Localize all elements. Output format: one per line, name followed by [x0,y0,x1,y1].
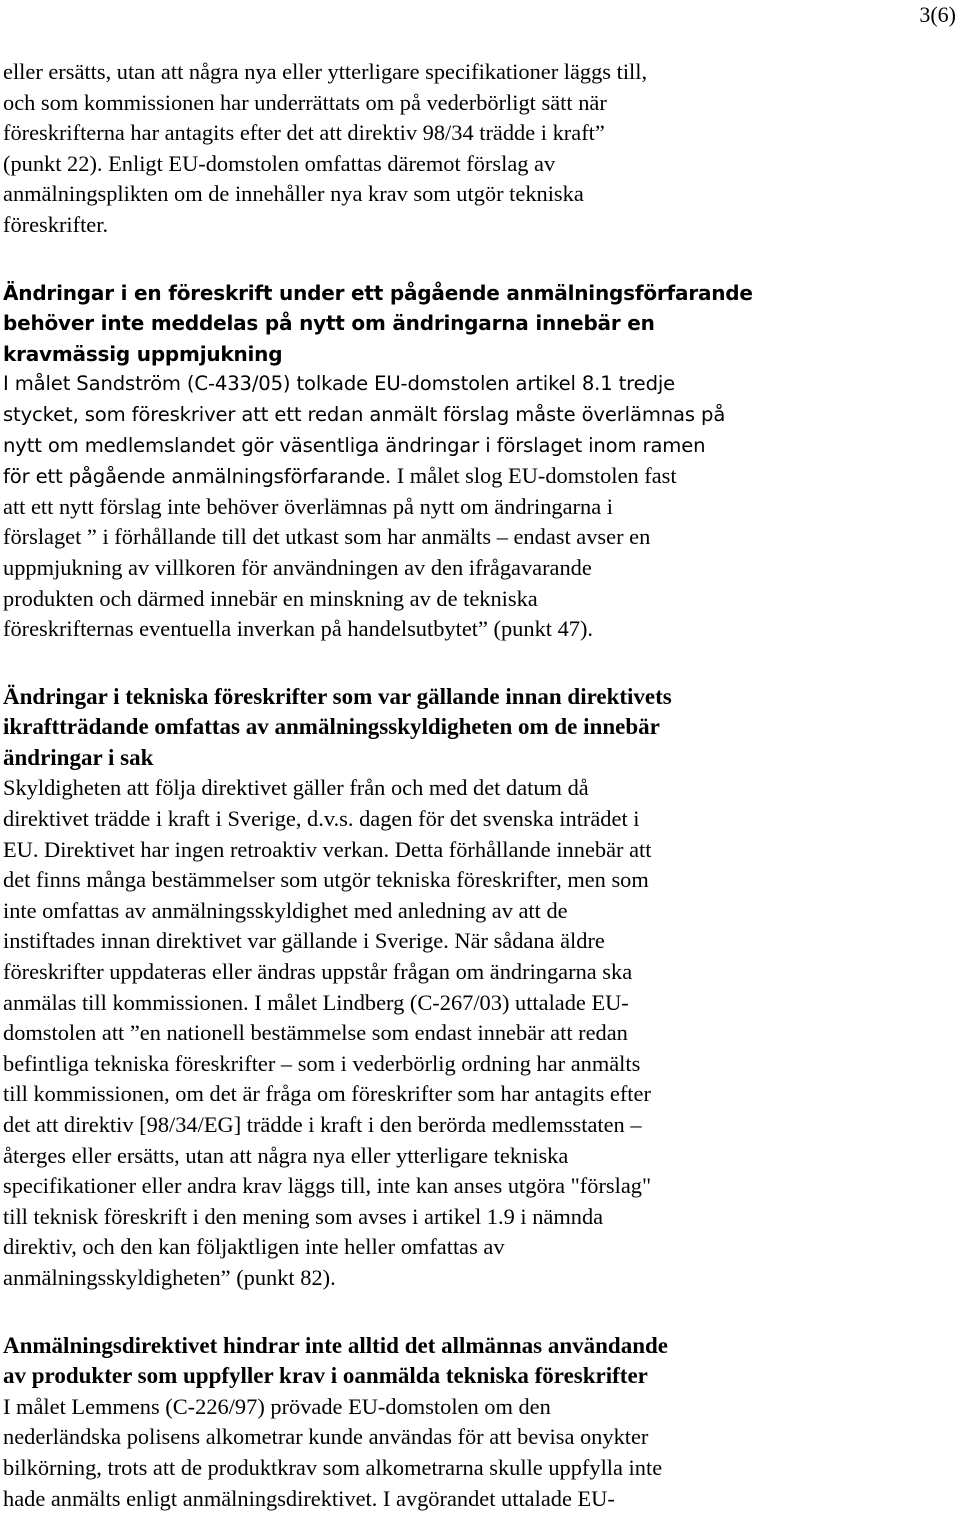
text-line: domstolen att ”en nationell bestämmelse som endast innebär att redan [3,1020,628,1046]
text-line: stycket, som föreskriver att ett redan anmält förslag måste överlämnas på [3,402,726,426]
text-line: att ett nytt förslag inte behöver överlämnas på nytt om ändringarna i [3,493,613,519]
text-line: instiftades innan direktivet var gällande i Sverige. När sådana äldre [3,928,605,954]
text-line: hade anmälts enligt anmälningsdirektivet. I avgörandet uttalade EU- [3,1485,615,1511]
text-line: det att direktiv [98/34/EG] trädde i kraft i den berörda medlemsstaten – [3,1112,642,1137]
section-heading-3 [3,1331,803,1392]
section-heading-2 [3,682,803,774]
text-line: förslaget ” i förhållande till det utkast som har anmälts – endast avser en [3,524,651,550]
heading-line: ändringar i sak [3,744,154,770]
text-span: I målet slog EU-domstolen fast [391,463,677,489]
section-body-3 [3,1392,803,1514]
text-line: Skyldigheten att följa direktivet gäller från och med det datum då [3,775,589,801]
text-line: EU. Direktivet har ingen retroaktiv verkan. Detta förhållande innebär att [3,836,652,862]
heading-line: Ändringar i tekniska föreskrifter som var gällande innan direktivets [3,683,672,709]
text-line: och som kommissionen har underrättats om på vederbörligt sätt när [3,89,607,115]
text-line: föreskrifterna har antagits efter det att direktiv 98/34 trädde i kraft” [3,120,605,146]
text-line: anmälningsplikten om de innehåller nya krav som utgör tekniska [3,181,584,207]
text-span: för ett pågående anmälningsförfarande. [3,465,392,489]
paragraph-intro [3,57,803,241]
heading-line: kravmässig uppmjukning [3,341,283,366]
text-line: produkten och därmed innebär en minskning av de tekniska [3,585,538,611]
heading-line: av produkter som uppfyller krav i oanmälda tekniska föreskrifter [3,1363,648,1389]
text-line: föreskrifternas eventuella inverkan på handelsutbytet” (punkt 47). [3,616,594,642]
heading-line: ikraftträdande omfattas av anmälningsskyldigheten om de innebär [3,714,660,740]
heading-line: Anmälningsdirektivet hindrar inte alltid det allmännas användande [3,1332,669,1358]
text-line: I målet Lemmens (C-226/97) prövade EU-domstolen om den [3,1393,551,1419]
text-line: det finns många bestämmelser som utgör tekniska föreskrifter, men som [3,867,649,893]
text-line [3,461,803,492]
section-body-1 [3,369,803,644]
text-line: nederländska polisens alkometrar kunde användas för att bevisa onykter [3,1424,649,1450]
text-line: (punkt 22). Enligt EU-domstolen omfattas däremot förslag av [3,150,556,176]
text-line: till kommissionen, om det är fråga om föreskrifter som har antagits efter [3,1081,651,1107]
text-line: föreskrifter uppdateras eller ändras uppstår frågan om ändringarna ska [3,959,633,985]
section-body-2 [3,773,803,1293]
page-number: 3(6) [919,2,956,27]
text-line: föreskrifter. [3,211,109,237]
heading-line: behöver inte meddelas på nytt om ändringarna innebär en [3,311,655,336]
section-heading-1 [3,278,803,370]
text-line: uppmjukning av villkoren för användningen av den ifrågavarande [3,554,592,580]
text-line: eller ersätts, utan att några nya eller ytterligare specifikationer läggs till, [3,59,648,84]
text-line: inte omfattas av anmälningsskyldighet med anledning av att de [3,897,568,923]
document-body [3,57,803,1514]
text-line: direktiv, och den kan följaktligen inte heller omfattas av [3,1234,505,1260]
text-line: anmälningsskyldigheten” (punkt 82). [3,1264,336,1290]
text-line: till teknisk föreskrift i den mening som avses i artikel 1.9 i nämnda [3,1203,604,1229]
text-line: bilkörning, trots att de produktkrav som alkometrarna skulle uppfylla inte [3,1454,663,1480]
text-line: anmälas till kommissionen. I målet Lindberg (C-267/03) uttalade EU- [3,989,629,1015]
text-line: I målet Sandström (C-433/05) tolkade EU-domstolen artikel 8.1 tredje [3,372,676,396]
heading-line: Ändringar i en föreskrift under ett pågående anmälningsförfarande [3,280,753,305]
text-line: befintliga tekniska föreskrifter – som i vederbörlig ordning har anmälts [3,1050,641,1076]
text-line: specifikationer eller andra krav läggs till, inte kan anses utgöra "förslag" [3,1173,652,1199]
text-line: nytt om medlemslandet gör väsentliga ändringar i förslaget inom ramen [3,433,706,457]
text-line: återges eller ersätts, utan att några nya eller ytterligare tekniska [3,1142,569,1168]
text-line: direktivet trädde i kraft i Sverige, d.v.s. dagen för det svenska inträdet i [3,806,640,832]
